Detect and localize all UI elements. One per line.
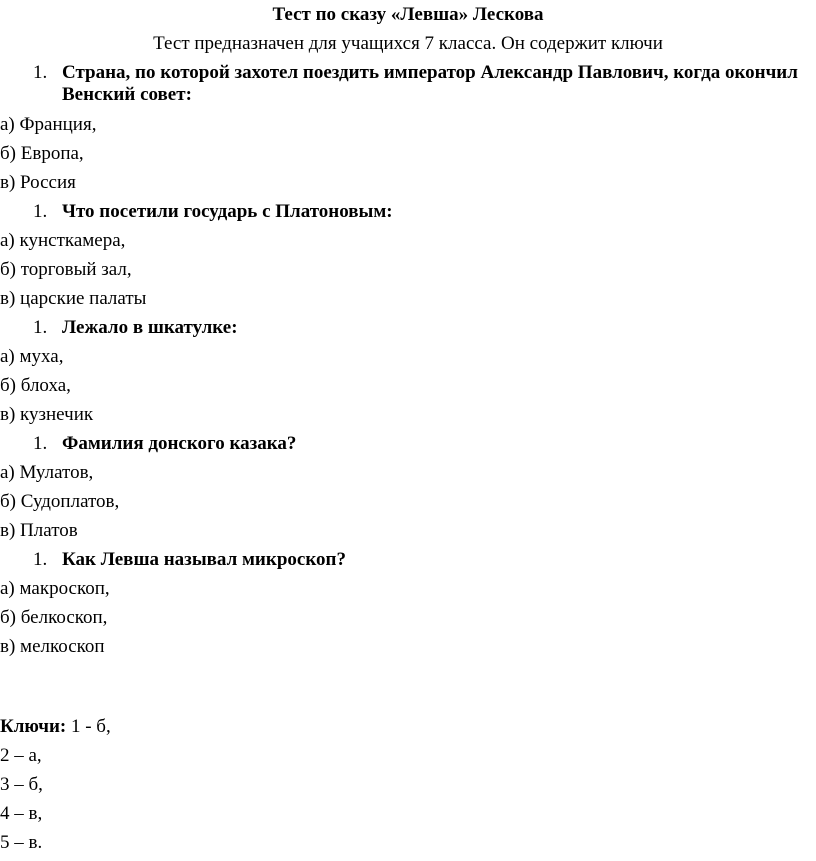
answer-key: 4 – в, bbox=[0, 803, 43, 824]
question-number: 1. bbox=[33, 62, 48, 83]
answer-option: в) кузнечик bbox=[0, 404, 94, 425]
answer-option: б) Судоплатов, bbox=[0, 491, 120, 512]
answer-option: а) Франция, bbox=[0, 114, 97, 135]
answer-option: в) мелкоскоп bbox=[0, 636, 105, 657]
answer-option: а) муха, bbox=[0, 346, 64, 367]
answer-option: а) макроскоп, bbox=[0, 578, 110, 599]
answer-option: б) Европа, bbox=[0, 143, 84, 164]
answer-option: в) Россия bbox=[0, 172, 76, 193]
question-text: Что посетили государь с Платоновым: bbox=[62, 201, 393, 222]
answer-option: б) белкоскоп, bbox=[0, 607, 108, 628]
question-number: 1. bbox=[33, 549, 48, 570]
answer-option: в) царские палаты bbox=[0, 288, 147, 309]
document-title: Тест по сказу «Левша» Лескова bbox=[272, 4, 544, 25]
question-text: Страна, по которой захотел поездить император Александр Павлович, когда окончил Венский совет: bbox=[62, 62, 798, 105]
answer-key: 2 – а, bbox=[0, 745, 42, 766]
question-number: 1. bbox=[33, 201, 48, 222]
answer-option: б) торговый зал, bbox=[0, 259, 132, 280]
answer-key: 1 - б, bbox=[66, 716, 111, 737]
answer-option: а) кунсткамера, bbox=[0, 230, 126, 251]
question-text: Как Левша называл микроскоп? bbox=[62, 549, 346, 570]
answer-option: б) блоха, bbox=[0, 375, 71, 396]
question-number: 1. bbox=[33, 317, 48, 338]
answer-option: в) Платов bbox=[0, 520, 78, 541]
question-text: Фамилия донского казака? bbox=[62, 433, 297, 454]
answer-key: 3 – б, bbox=[0, 774, 43, 795]
document-subtitle: Тест предназначен для учащихся 7 класса. Он содержит ключи bbox=[153, 33, 663, 54]
question-text: Лежало в шкатулке: bbox=[62, 317, 238, 338]
answer-option: а) Мулатов, bbox=[0, 462, 94, 483]
answer-key: 5 – в. bbox=[0, 832, 43, 853]
answer-keys-label: Ключи: bbox=[0, 716, 67, 737]
question-number: 1. bbox=[33, 433, 48, 454]
answer-keys-header bbox=[0, 716, 111, 738]
